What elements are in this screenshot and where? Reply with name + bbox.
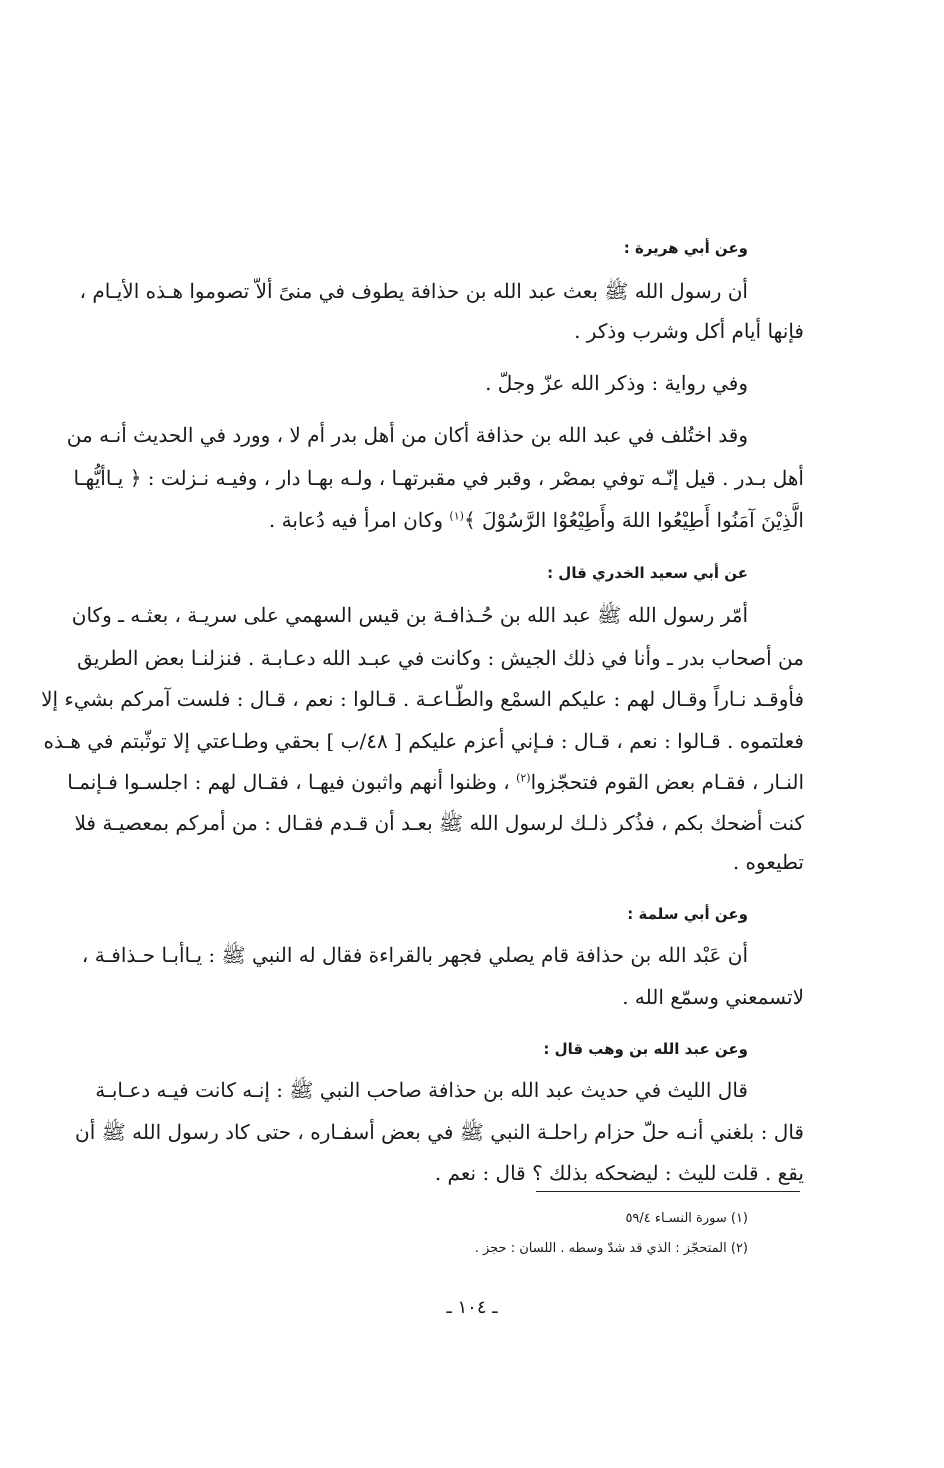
text-line: كنت أضحك بكم ، فذُكر ذلـك لرسول الله ﷺ بعـد أن قـدم فقـال : من أمركم بمعصيـة فلا [74, 811, 804, 835]
footnote-ref: (١) [449, 509, 464, 523]
text-span: وكان امرأ فيه دُعابة . [268, 508, 450, 532]
footnote-divider [536, 1191, 800, 1192]
text-line: وفي رواية : وذكر الله عزّ وجلّ . [485, 371, 748, 395]
section-heading: وعن أبي هريرة : [623, 239, 748, 257]
text-line: فعلتموه . قـالوا : نعم ، قـال : فـإني أعزم عليكم [ ٤٨/ب ] بحقي وطـاعتي إلا توثّبتم في هـذه [43, 729, 804, 753]
section-heading: عن أبي سعيد الخدري قال : [547, 564, 748, 582]
footnote: (٢) المتحجّز : الذي قد شدّ وسطه . اللسان : حجز . [474, 1241, 748, 1256]
text-line: فإنها أيام أكل وشرب وذكر . [574, 319, 804, 343]
text-line: أمّر رسول الله ﷺ عبد الله بن حُـذافـة بن قيس السهمي على سريـة ، بعثـه ـ وكان [71, 603, 748, 627]
text-line: من أصحاب بدر ـ وأنا في ذلك الجيش : وكانت في عبـد الله دعـابـة . فنزلنـا بعض الطريق [77, 646, 804, 670]
text-line: فأوقـد نـاراً وقـال لهم : عليكم السمْع والطّـاعـة . قـالوا : نعم ، قـال : فلست آمركم بشيء إلا [41, 687, 804, 711]
text-line [108, 505, 804, 535]
text-line: أهل بـدر . قيل إنّـه توفي بمصْر ، وقبر في مقبرتهـا ، ولـه بهـا دار ، وفيـه نـزلت : ﴿ يـاأيُّهـا [73, 466, 804, 490]
text-span: ، وظنوا أنهم واثبون فيهـا ، فقـال لهم : اجلسـوا فـإنمـا [67, 770, 517, 794]
text-line: أن عَبْد الله بن حذافة قام يصلي فجهر بالقراءة فقال له النبي ﷺ : يـاأبـا حـذافـة ، [81, 943, 748, 967]
text-line: لاتسمعني وسمّع الله . [622, 985, 804, 1009]
section-heading: وعن أبي سلمة : [627, 905, 748, 923]
text-line: وقد اختُلف في عبد الله بن حذافة أكان من أهل بدر أم لا ، وورد في الحديث أنـه من [66, 423, 748, 447]
text-line: أن رسول الله ﷺ بعث عبد الله بن حذافة يطوف في منىً ألاّ تصوموا هـذه الأيـام ، [79, 279, 748, 303]
footnote-ref: (٢) [516, 771, 531, 785]
text-line: يقع . قلت لليث : ليضحكه بذلك ؟ قال : نعم . [434, 1161, 804, 1185]
text-line [67, 767, 804, 797]
section-heading: وعن عبد الله بن وهب قال : [543, 1040, 748, 1058]
text-span: النـار ، فقـام بعض القوم فتحجّزوا [530, 770, 804, 794]
quran-quote: الَّذِيْنَ آمَنُوا أَطِيْعُوا اللهَ وأَطِيْعُوْا الرَّسُوْلَ ﴾ [463, 508, 804, 532]
text-line: تطيعوه . [732, 850, 804, 874]
footnote: (١) سورة النسـاء ٥٩/٤ [625, 1211, 748, 1226]
text-line: قال الليث في حديث عبد الله بن حذافة صاحب النبي ﷺ : إنـه كانت فيـه دعـابـة [95, 1078, 748, 1102]
text-line: قال : بلغني أنـه حلّ حزام راحلـة النبي ﷺ في بعض أسفـاره ، حتى كاد رسول الله ﷺ أن [75, 1120, 804, 1144]
page-number: ـ ١٠٤ ـ [446, 1297, 498, 1318]
